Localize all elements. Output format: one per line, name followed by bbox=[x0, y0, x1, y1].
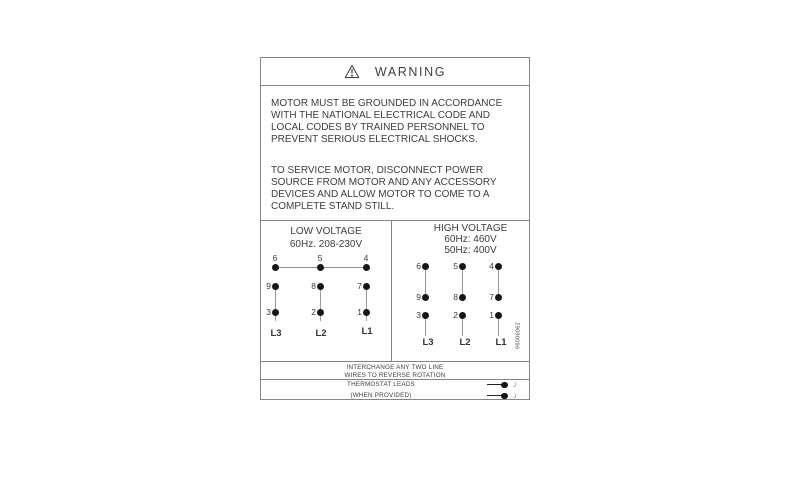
rotation-note bbox=[261, 362, 529, 380]
lv-terminal-dot-6 bbox=[272, 264, 279, 271]
lv-terminal-dot-3 bbox=[272, 309, 279, 316]
lv-line-label-L1: L1 bbox=[361, 326, 373, 337]
lv-terminal-label-4: 4 bbox=[363, 253, 369, 263]
thermostat-lead-label-1: J bbox=[513, 381, 517, 389]
hv-lead-stub-1 bbox=[498, 316, 499, 336]
hv-terminal-label-9: 9 bbox=[416, 292, 421, 302]
warning-header bbox=[261, 58, 529, 86]
warning-p2-line4: COMPLETE STAND STILL. bbox=[271, 201, 395, 212]
high-voltage-title: HIGH VOLTAGE bbox=[433, 223, 508, 234]
thermostat-lead-dot-1 bbox=[501, 382, 508, 389]
lv-line-label-L2: L2 bbox=[315, 328, 327, 339]
warning-triangle-icon bbox=[344, 64, 360, 79]
lv-terminal-dot-2 bbox=[317, 309, 324, 316]
thermostat-note-line2: (WHEN PROVIDED) bbox=[350, 391, 412, 399]
motor-warning-label bbox=[260, 57, 530, 400]
thermostat-lead-label-2: J bbox=[513, 392, 517, 400]
hv-terminal-label-7: 7 bbox=[489, 292, 494, 302]
high-voltage-subtitle-60hz: 60Hz: 460V bbox=[444, 234, 497, 245]
lv-terminal-dot-9 bbox=[272, 283, 279, 290]
hv-terminal-label-3: 3 bbox=[416, 310, 421, 320]
thermostat-note-line1: THERMOSTAT LEADS bbox=[347, 381, 415, 388]
hv-terminal-dot-4 bbox=[495, 263, 502, 270]
voltage-section bbox=[261, 221, 529, 362]
rotation-note-line1: INTERCHANGE ANY TWO LINE bbox=[346, 364, 444, 371]
lv-terminal-dot-5 bbox=[317, 264, 324, 271]
warning-p2-line3: DEVICES AND ALLOW MOTOR TO COME TO A bbox=[271, 189, 490, 200]
hv-terminal-dot-9 bbox=[422, 294, 429, 301]
warning-p1-line3: LOCAL CODES BY TRAINED PERSONNEL TO bbox=[271, 122, 485, 133]
low-voltage-subtitle: 60Hz. 208-230V bbox=[289, 239, 363, 250]
warning-paragraph-1 bbox=[271, 98, 519, 146]
low-voltage-title: LOW VOLTAGE bbox=[290, 226, 362, 237]
warning-p1-line2: WITH THE NATIONAL ELECTRICAL CODE AND bbox=[271, 110, 490, 121]
low-voltage-heading bbox=[261, 225, 391, 251]
thermostat-lead-dot-2 bbox=[501, 393, 508, 400]
hv-terminal-label-8: 8 bbox=[453, 292, 458, 302]
warning-p2-line2: SOURCE FROM MOTOR AND ANY ACCESSORY bbox=[271, 177, 497, 188]
lv-terminal-label-9: 9 bbox=[266, 281, 271, 291]
hv-terminal-label-5: 5 bbox=[453, 261, 458, 271]
lv-terminal-dot-4 bbox=[363, 264, 370, 271]
hv-terminal-label-6: 6 bbox=[416, 261, 421, 271]
hv-terminal-label-2: 2 bbox=[453, 310, 458, 320]
lv-terminal-dot-7 bbox=[363, 283, 370, 290]
lv-terminal-label-8: 8 bbox=[311, 281, 316, 291]
hv-line-label-L3: L3 bbox=[422, 337, 434, 348]
hv-lead-stub-3 bbox=[425, 316, 426, 336]
warning-paragraph-2 bbox=[271, 165, 519, 213]
hv-terminal-dot-6 bbox=[422, 263, 429, 270]
lv-terminal-label-1: 1 bbox=[357, 307, 362, 317]
part-number: 96006062 bbox=[515, 322, 522, 349]
warning-text-block bbox=[261, 86, 529, 221]
high-voltage-subtitle-50hz: 50Hz: 400V bbox=[444, 245, 497, 256]
hv-terminal-dot-1 bbox=[495, 312, 502, 319]
lv-terminal-label-2: 2 bbox=[311, 307, 316, 317]
hv-terminal-dot-2 bbox=[459, 312, 466, 319]
rotation-note-line2: WIRES TO REVERSE ROTATION bbox=[344, 372, 446, 379]
lv-terminal-label-5: 5 bbox=[317, 253, 323, 263]
hv-terminal-dot-7 bbox=[495, 294, 502, 301]
warning-p2-line1: TO SERVICE MOTOR, DISCONNECT POWER bbox=[271, 165, 484, 176]
lv-line-label-L3: L3 bbox=[270, 328, 282, 339]
hv-terminal-dot-8 bbox=[459, 294, 466, 301]
high-voltage-panel bbox=[391, 221, 529, 361]
hv-line-label-L1: L1 bbox=[495, 337, 507, 348]
high-voltage-heading bbox=[402, 223, 539, 256]
lv-terminal-label-6: 6 bbox=[272, 253, 278, 263]
hv-terminal-dot-5 bbox=[459, 263, 466, 270]
hv-lead-stub-2 bbox=[462, 316, 463, 336]
hv-line-label-L2: L2 bbox=[459, 337, 471, 348]
lv-terminal-dot-1 bbox=[363, 309, 370, 316]
low-voltage-panel bbox=[261, 221, 391, 361]
lv-terminal-label-7: 7 bbox=[357, 281, 362, 291]
warning-p1-line1: MOTOR MUST BE GROUNDED IN ACCORDANCE bbox=[271, 98, 503, 109]
hv-terminal-label-4: 4 bbox=[489, 261, 494, 271]
lv-terminal-label-3: 3 bbox=[266, 307, 271, 317]
thermostat-note bbox=[261, 380, 529, 399]
warning-p1-line4: PREVENT SERIOUS ELECTRICAL SHOCKS. bbox=[271, 134, 478, 145]
warning-title: WARNING bbox=[374, 64, 447, 79]
hv-terminal-label-1: 1 bbox=[489, 310, 494, 320]
hv-terminal-dot-3 bbox=[422, 312, 429, 319]
lv-terminal-dot-8 bbox=[317, 283, 324, 290]
